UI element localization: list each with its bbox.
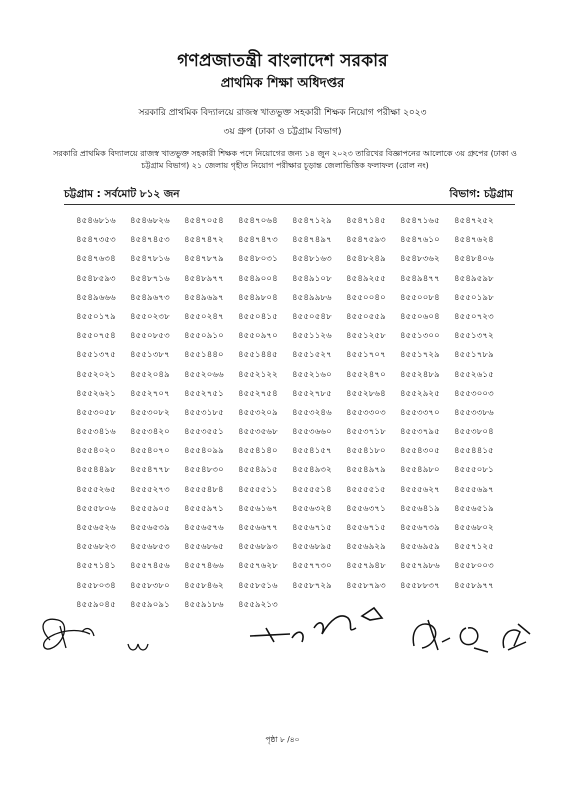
roll-number: ৪৫৫৯২১৩ — [238, 599, 278, 610]
roll-number: ৪৫৪৯৬৭৩ — [130, 292, 170, 303]
roll-number: ৪৫৫৮৭৯৩ — [346, 580, 386, 591]
roll-number: ৪৫৪৭৬২৪ — [454, 235, 494, 246]
roll-number: ৪৫৪৮৫৯৩ — [76, 273, 116, 284]
roll-number: ৪৫৫২০৬৬ — [184, 369, 224, 380]
roll-number: ৪৫৫৭৯৮৬ — [400, 561, 440, 572]
roll-number: ৪৫৫৬৯৫৯ — [400, 542, 440, 553]
roll-number: ৪৫৪৯০০৪ — [238, 273, 278, 284]
roll-number: ৪৫৫৩৪১৬ — [76, 427, 116, 438]
roll-number: ৪৫৫৭১২৫ — [454, 542, 494, 553]
roll-number: ৪৫৪৮৩৬২ — [400, 254, 440, 265]
roll-number: ৪৫৫৯০৯১ — [130, 599, 170, 610]
roll-number: ৪৫৫০২৩৮ — [130, 311, 170, 322]
roll-number: ৪৫৫৫৫১১ — [238, 484, 278, 495]
roll-number: ৪৫৪৯১০৮ — [292, 273, 332, 284]
roll-number: ৪৫৫৮৯৭৭ — [454, 580, 494, 591]
roll-number: ৪৫৪৮৭১৬ — [130, 273, 170, 284]
signature-3 — [250, 608, 382, 642]
roll-number: ৪৫৪৮১৬৩ — [292, 254, 332, 265]
roll-number: ৪৫৫০৫৪৮ — [292, 311, 332, 322]
roll-number: ৪৫৪৯৫৯৮ — [454, 273, 494, 284]
roll-number: ৪৫৫৬৭৩৯ — [400, 523, 440, 533]
roll-number: ৪৫৫৫২৭৩ — [130, 484, 170, 495]
roll-number: ৪৫৫১২৫৮ — [346, 331, 386, 342]
division-total-count: চট্টগ্রাম : সর্বমোট ৮১২ জন — [64, 188, 180, 200]
roll-number: ৪৫৪৭৪৯৭ — [292, 235, 332, 246]
roll-number: ৪৫৫২৮৬৪ — [346, 388, 386, 399]
roll-number: ৪৫৫৬৮২৩ — [76, 542, 116, 553]
roll-number: ৪৫৫১৫২৭ — [292, 350, 332, 361]
roll-number: ৪৫৫৪৯৮০ — [400, 465, 440, 476]
roll-number: ৪৫৫৩৬৬০ — [292, 427, 332, 438]
roll-number: ৪৫৫২১২২ — [238, 369, 278, 380]
roll-number: ৪৫৫৬৮৯৫ — [292, 542, 332, 553]
roll-number: ৪৫৫৬৪১৯ — [400, 503, 440, 514]
roll-number: ৪৫৫৭৪৬৬ — [184, 561, 224, 572]
roll-number: ৪৫৫৪১৮০ — [346, 446, 386, 457]
roll-number: ৪৫৫৪৯১৫ — [238, 465, 278, 476]
roll-number: ৪৫৫৫৬২৭ — [400, 484, 440, 495]
roll-number: ৪৫৫০১৭৯ — [76, 311, 116, 322]
roll-number: ৪৫৫৪৩০৫ — [400, 446, 440, 457]
roll-number: ৪৫৫৩২০৯ — [238, 407, 278, 418]
roll-number: ৪৫৫৫৫১৪ — [292, 484, 332, 495]
roll-number: ৪৫৪৯৬৯৭ — [184, 292, 224, 303]
roll-number: ৪৫৫৪৮৩০ — [184, 465, 224, 476]
roll-number: ৪৫৫৪০৭০ — [130, 446, 170, 457]
roll-number: ৪৫৫৪৪১৫ — [454, 446, 494, 457]
roll-number: ৪৫৫৩৩৭০ — [400, 407, 440, 418]
roll-number: ৪৫৫৬৫৭৬ — [184, 523, 224, 533]
roll-number: ৪৫৫৪৭৭৮ — [130, 465, 170, 476]
roll-number: ৪৫৫২০৪৯ — [130, 369, 170, 380]
roll-number: ৪৫৫১৪৪৫ — [238, 350, 278, 361]
roll-number: ৪৫৫৩২৪৬ — [292, 407, 332, 418]
roll-number: ৪৫৪৭১৪৫ — [346, 216, 386, 226]
roll-number: ৪৫৫৮৩৮০ — [130, 580, 170, 591]
roll-number: ৪৫৫১৭০৭ — [346, 350, 386, 361]
roll-number: ৪৫৪৭১২৯ — [292, 216, 332, 226]
roll-number: ৪৫৫০২৪৭ — [184, 311, 224, 322]
roll-number: ৪৫৫৭৬২৮ — [238, 561, 278, 572]
roll-number: ৪৫৪৬৮২৬ — [130, 216, 170, 226]
roll-number: ৪৫৫৮০৩৪ — [76, 580, 116, 591]
roll-number: ৪৫৫১৩৭২ — [454, 331, 494, 342]
roll-number: ৪৫৫৬৭১৫ — [346, 523, 386, 533]
roll-number: ৪৫৫৬৫১৯ — [454, 503, 494, 514]
roll-number: ৪৫৪৮৯৭৭ — [184, 273, 224, 284]
roll-number: ৪৫৫৪৪৯৮ — [76, 465, 116, 476]
page-number: পৃষ্ঠা ৮ /৪০ — [265, 735, 300, 744]
roll-number: ৪৫৫৬৫২৬ — [76, 523, 116, 533]
roll-number: ৪৫৫৩০৮২ — [130, 407, 170, 418]
roll-number: ৪৫৫৭১৪১ — [76, 561, 116, 572]
roll-number: ৪৫৫০৪১৫ — [238, 311, 278, 322]
roll-number: ৪৫৪৭৪৭২ — [184, 235, 224, 246]
exam-name: সরকারি প্রাথমিক বিদ্যালয়ে রাজস্ব খাতভুক্ত সহকারী শিক্ষক নিয়োগ পরীক্ষা ২০২৩ — [138, 108, 427, 118]
roll-number: ৪৫৫৪১৫৭ — [292, 446, 332, 457]
roll-number: ৪৫৫২৪৭০ — [346, 369, 386, 380]
roll-number: ৪৫৫২৭৮৫ — [292, 388, 332, 399]
roll-number: ৪৫৪৭৪৭৩ — [238, 235, 278, 246]
roll-number: ৪৫৫০৮৫৩ — [130, 331, 170, 342]
roll-number: ৪৫৫০৯১০ — [184, 331, 224, 342]
roll-number: ৪৫৪৯২৫৫ — [346, 273, 386, 284]
roll-number: ৪৫৫৭৪৫৬ — [130, 561, 170, 572]
roll-number: ৪৫৫৪৯৩২ — [292, 465, 332, 476]
roll-number: ৪৫৪৭০৬৪ — [238, 216, 278, 226]
roll-number: ৪৫৪৭৩৫৩ — [76, 235, 116, 246]
roll-number: ৪৫৫০১৯৮ — [454, 292, 494, 303]
signatures — [30, 598, 550, 678]
roll-number: ৪৫৫১৩৭৫ — [76, 350, 116, 361]
roll-number: ৪৫৪৭৪৫৩ — [130, 235, 170, 246]
roll-number: ৪৫৫৩৩০৩ — [346, 407, 386, 418]
roll-number: ৪৫৫৪১৪০ — [238, 446, 278, 457]
roll-number: ৪৫৫৫৫১৫ — [346, 484, 386, 495]
roll-number: ৪৫৫২১৬০ — [292, 369, 332, 380]
roll-number: ৪৫৪৭০৫৪ — [184, 216, 224, 226]
division-name: বিভাগ: চট্টগ্রাম — [449, 188, 513, 200]
roll-number: ৪৫৪৭২৫২ — [454, 216, 494, 226]
roll-number: ৪৫৫২৭৫৪ — [238, 388, 278, 399]
roll-number: ৪৫৫৮৮৩৭ — [400, 580, 440, 591]
roll-number: ৪৫৫১১২৬ — [292, 331, 332, 342]
roll-number: ৪৫৫৯১৮৬ — [184, 599, 224, 610]
roll-number: ৪৫৫০০৪০ — [346, 292, 386, 303]
roll-number: ৪৫৫০৭২৩ — [454, 311, 494, 322]
roll-number: ৪৫৫৬৬৭৭ — [238, 523, 278, 533]
roll-number: ৪৫৫৩৫৫১ — [184, 427, 224, 438]
roll-number: ৪৫৪৯৬৬৬ — [76, 292, 116, 303]
roll-number: ৪৫৫৮৫১৬ — [238, 580, 278, 591]
roll-number: ৪৫৪৯৪৭৭ — [400, 273, 440, 284]
signature-2 — [128, 644, 148, 650]
exam-group: ৩য় গ্রুপ (ঢাকা ও চট্টগ্রাম বিভাগ) — [223, 127, 342, 137]
roll-number: ৪৫৫০০৮৪ — [400, 292, 440, 303]
roll-number: ৪৫৫০৫৫৯ — [346, 311, 386, 322]
roll-number: ৪৫৫৬৮০২ — [454, 523, 494, 533]
roll-number: ৪৫৪৮০৩১ — [238, 254, 278, 265]
roll-number: ৪৫৪৭৫৯৩ — [346, 235, 386, 246]
roll-number: ৪৫৪৭৬১০ — [400, 235, 440, 246]
roll-number: ৪৫৫৬৯২৯ — [346, 542, 386, 553]
roll-number: ৪৫৫০৭৫৪ — [76, 331, 116, 342]
result-notice: সরকারি প্রাথমিক বিদ্যালয়ে রাজস্ব খাতভুক্ত সহকারী শিক্ষক পদে নিয়োগের জন্য ১৪ জুন ২০২৩ তারিখের বিজ্ঞাপনের আলোকে ৩য় গ্রুপের (ঢাকা ও চট্টগ্রাম বিভাগ) ২১ জেলায় গৃহীত নিয়োগ পরীক্ষার চূড়ান্ত জেলাভিত্তিক ফলাফল (রোল নং) — [53, 149, 517, 170]
roll-number: ৪৫৫৬৮৯৩ — [238, 542, 278, 553]
roll-number: ৪৫৫৬৮৬৫ — [184, 542, 224, 553]
roll-number: ৪৫৫৫৬৯৭ — [454, 484, 494, 495]
roll-number: ৪৫৫৭৭৩০ — [292, 561, 332, 572]
roll-number: ৪৫৫৩৪২০ — [130, 427, 170, 438]
roll-number: ৪৫৫২৭০৭ — [130, 388, 170, 399]
roll-number: ৪৫৪৭৬৩৪ — [76, 254, 116, 265]
roll-number: ৪৫৫৫৮০৬ — [76, 503, 116, 514]
roll-number: ৪৫৪৯৮০৪ — [238, 292, 278, 303]
roll-number: ৪৫৪৯৯৮৬ — [292, 292, 332, 303]
roll-number: ৪৫৫৩০৫৮ — [76, 407, 116, 418]
roll-number: ৪৫৫৫৯৭১ — [184, 503, 224, 514]
roll-number: ৪৫৫০৯৭০ — [238, 331, 278, 342]
roll-number: ৪৫৫৬৩২৪ — [292, 503, 332, 514]
roll-number: ৪৫৫৪৯৭৯ — [346, 465, 386, 476]
roll-number: ৪৫৫৬৭১৫ — [292, 523, 332, 533]
roll-number: ৪৫৫৩৭৯৫ — [400, 427, 440, 438]
roll-number: ৪৫৫৩৩৮৬ — [454, 407, 494, 418]
roll-number: ৪৫৪৭৮৭৯ — [184, 254, 224, 265]
roll-number: ৪৫৫৫৪৮৪ — [184, 484, 224, 495]
roll-number: ৪৫৫৪০২০ — [76, 446, 116, 457]
roll-number: ৪৫৪৬৮১৬ — [76, 216, 116, 226]
signature-1 — [43, 619, 94, 649]
roll-number: ৪৫৫৬১৬৭ — [238, 503, 278, 514]
roll-number: ৪৫৫৪০৯৯ — [184, 446, 224, 457]
roll-number: ৪৫৫৯০৪৫ — [76, 599, 116, 610]
roll-number: ৪৫৪৭৮১৬ — [130, 254, 170, 265]
roll-number: ৪৫৫৫০৮১ — [454, 465, 494, 476]
signature-4 — [413, 620, 530, 652]
roll-number: ৪৫৫৩০০৩ — [454, 388, 494, 399]
roll-number: ৪৫৫২৬২১ — [76, 388, 116, 399]
roll-number: ৪৫৫২৬১৫ — [454, 369, 494, 380]
roll-number: ৪৫৪৮৪০৬ — [454, 254, 494, 265]
roll-number: ৪৫৪৮২৪৯ — [346, 254, 386, 265]
government-title: গণপ্রজাতন্ত্রী বাংলাদেশ সরকার — [177, 51, 388, 71]
roll-number: ৪৫৫৮৭২৯ — [292, 580, 332, 591]
roll-number: ৪৫৫২০২১ — [76, 369, 116, 380]
roll-number: ৪৫৫১৭২৯ — [400, 350, 440, 361]
roll-number: ৪৫৫৩১৮৫ — [184, 407, 224, 418]
roll-number: ৪৫৫৩৮০৪ — [454, 427, 494, 438]
roll-number: ৪৫৫০৬০৪ — [400, 311, 440, 322]
roll-number: ৪৫৫৭৯৪৮ — [346, 561, 386, 572]
roll-number: ৪৫৫৩৭১৮ — [346, 427, 386, 438]
roll-number: ৪৫৫৫২৬৫ — [76, 484, 116, 495]
roll-number: ৪৫৫৩৫৬৮ — [238, 427, 278, 438]
roll-number: ৪৫৫৮৪৬২ — [184, 580, 224, 591]
roll-number: ৪৫৪৭১৬৫ — [400, 216, 440, 226]
roll-number: ৪৫৫২৪৮৯ — [400, 369, 440, 380]
roll-number-grid — [64, 212, 496, 615]
roll-number: ৪৫৫৬৫৩৯ — [130, 523, 170, 533]
roll-number: ৪৫৫২৭৫১ — [184, 388, 224, 399]
roll-number: ৪৫৫৮০০৩ — [454, 561, 494, 572]
roll-number: ৪৫৫১৩৮৭ — [130, 350, 170, 361]
roll-number: ৪৫৫১৪৪০ — [184, 350, 224, 361]
roll-number: ৪৫৫৬৩৭১ — [346, 503, 386, 514]
department-name: প্রাথমিক শিক্ষা অধিদপ্তর — [220, 76, 345, 91]
roll-number: ৪৫৫২৯২৫ — [400, 388, 440, 399]
roll-number: ৪৫৫৫৯০৫ — [130, 503, 170, 514]
roll-number: ৪৫৫১৩০০ — [400, 331, 440, 342]
roll-number: ৪৫৫১৭৮৯ — [454, 350, 494, 361]
header-divider — [64, 204, 515, 205]
roll-number: ৪৫৫৬৮৫৩ — [130, 542, 170, 553]
